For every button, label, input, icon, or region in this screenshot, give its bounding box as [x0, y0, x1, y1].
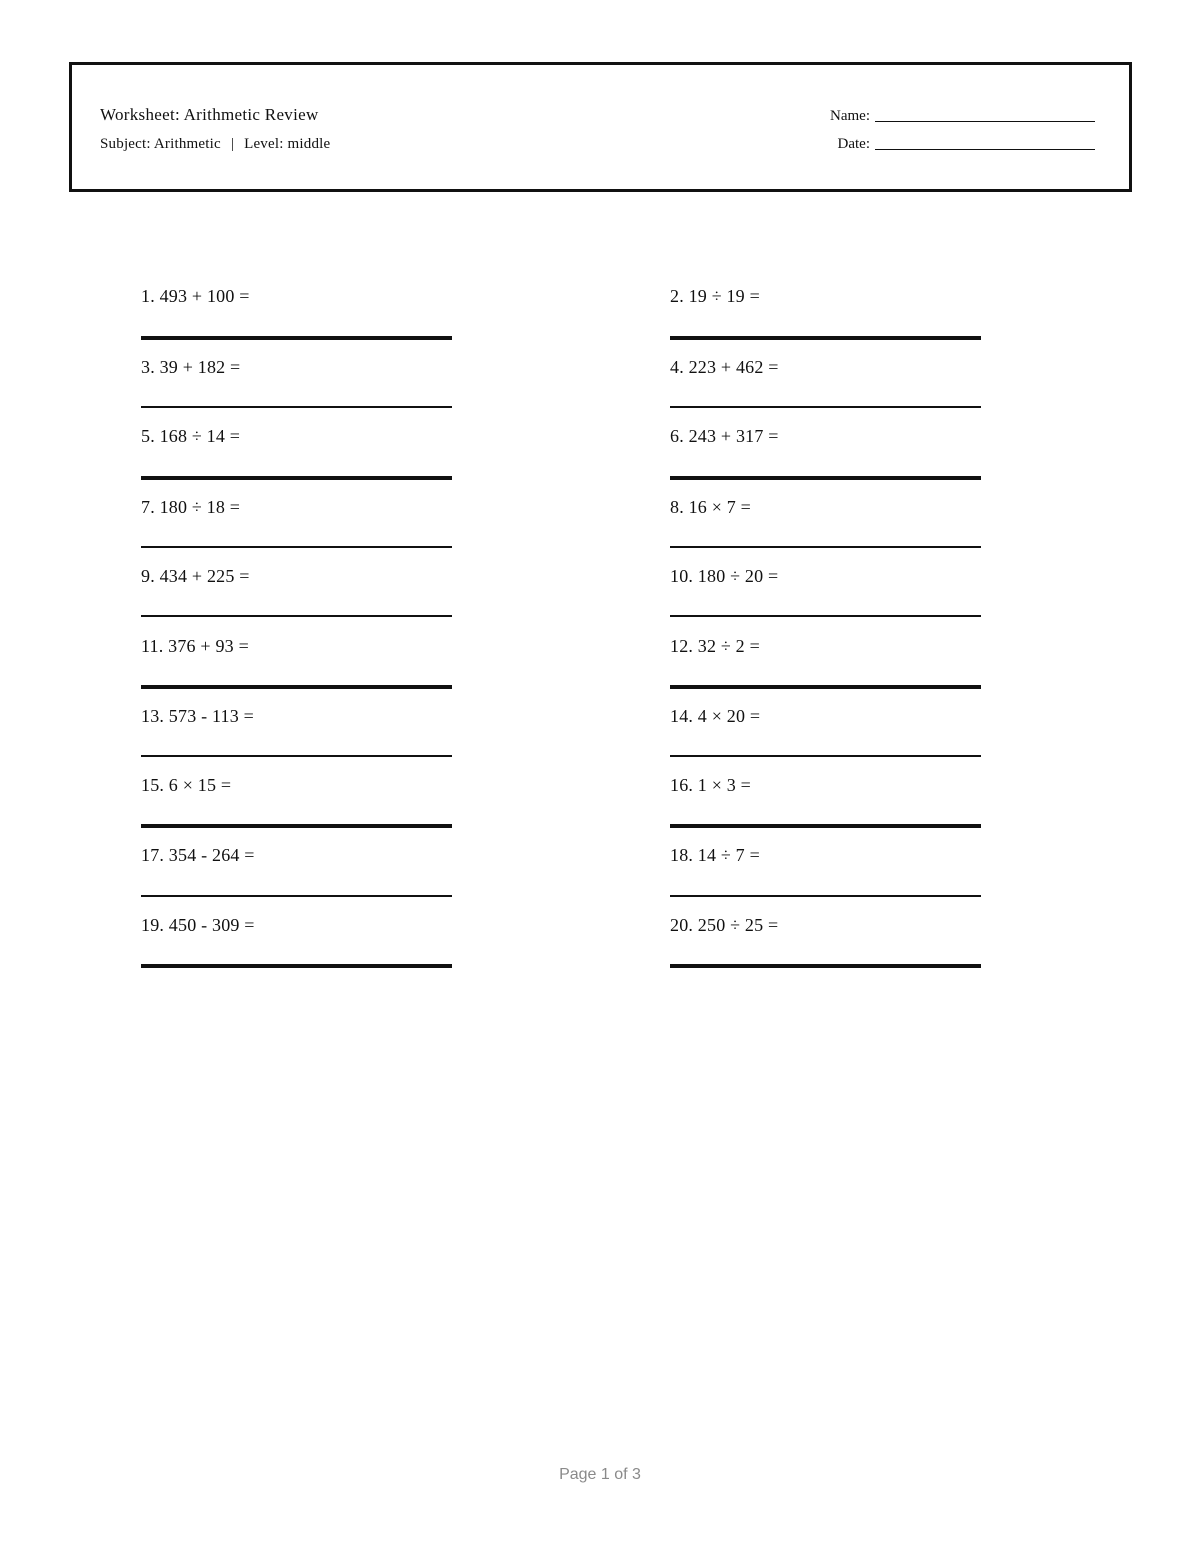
problem-text: 9. 434 + 225 =	[141, 566, 250, 586]
problem-text: 18. 14 ÷ 7 =	[670, 845, 760, 865]
worksheet-header	[69, 62, 1132, 192]
worksheet-meta	[100, 136, 330, 153]
answer-line[interactable]	[141, 336, 452, 340]
problem-text: 13. 573 - 113 =	[141, 706, 254, 726]
problem-text: 15. 6 × 15 =	[141, 775, 232, 795]
problem-text: 11. 376 + 93 =	[141, 636, 249, 656]
answer-line[interactable]	[141, 406, 452, 408]
answer-line[interactable]	[141, 755, 452, 757]
problem-text: 20. 250 ÷ 25 =	[670, 915, 779, 935]
problem-text: 16. 1 × 3 =	[670, 775, 752, 795]
problem-text: 10. 180 ÷ 20 =	[670, 566, 779, 586]
answer-line[interactable]	[141, 824, 452, 828]
answer-line[interactable]	[670, 824, 981, 828]
name-blank-line[interactable]	[875, 120, 1095, 122]
answer-line[interactable]	[141, 615, 452, 617]
answer-line[interactable]	[670, 406, 981, 408]
answer-line[interactable]	[670, 755, 981, 757]
problem-text: 2. 19 ÷ 19 =	[670, 286, 760, 306]
problem-text: 17. 354 - 264 =	[141, 845, 255, 865]
page-number: Page 1 of 3	[559, 1466, 641, 1483]
meta-separator: |	[230, 136, 235, 152]
date-label: Date:	[837, 136, 870, 152]
level-label: Level: middle	[244, 136, 331, 152]
worksheet-title: Worksheet: Arithmetic Review	[100, 105, 319, 124]
problem-text: 7. 180 ÷ 18 =	[141, 497, 241, 517]
problem-text: 5. 168 ÷ 14 =	[141, 426, 241, 446]
problem-text: 1. 493 + 100 =	[141, 286, 250, 306]
answer-line[interactable]	[670, 615, 981, 617]
problem-text: 14. 4 × 20 =	[670, 706, 761, 726]
answer-line[interactable]	[670, 476, 981, 480]
name-field[interactable]	[830, 108, 1095, 125]
date-field[interactable]	[838, 136, 1095, 153]
problem-text: 3. 39 + 182 =	[141, 357, 241, 377]
problem-text: 4. 223 + 462 =	[670, 357, 779, 377]
problem-text: 12. 32 ÷ 2 =	[670, 636, 760, 656]
answer-line[interactable]	[141, 546, 452, 548]
answer-line[interactable]	[670, 964, 981, 968]
answer-line[interactable]	[670, 895, 981, 897]
answer-line[interactable]	[141, 895, 452, 897]
answer-line[interactable]	[670, 336, 981, 340]
subject-label: Subject: Arithmetic	[100, 136, 221, 152]
answer-line[interactable]	[670, 685, 981, 689]
answer-line[interactable]	[141, 964, 452, 968]
answer-line[interactable]	[141, 476, 452, 480]
answer-line[interactable]	[670, 546, 981, 548]
problem-text: 6. 243 + 317 =	[670, 426, 779, 446]
problem-text: 8. 16 × 7 =	[670, 497, 752, 517]
date-blank-line[interactable]	[875, 148, 1095, 150]
problem-text: 19. 450 - 309 =	[141, 915, 255, 935]
answer-line[interactable]	[141, 685, 452, 689]
name-label: Name:	[830, 108, 870, 124]
